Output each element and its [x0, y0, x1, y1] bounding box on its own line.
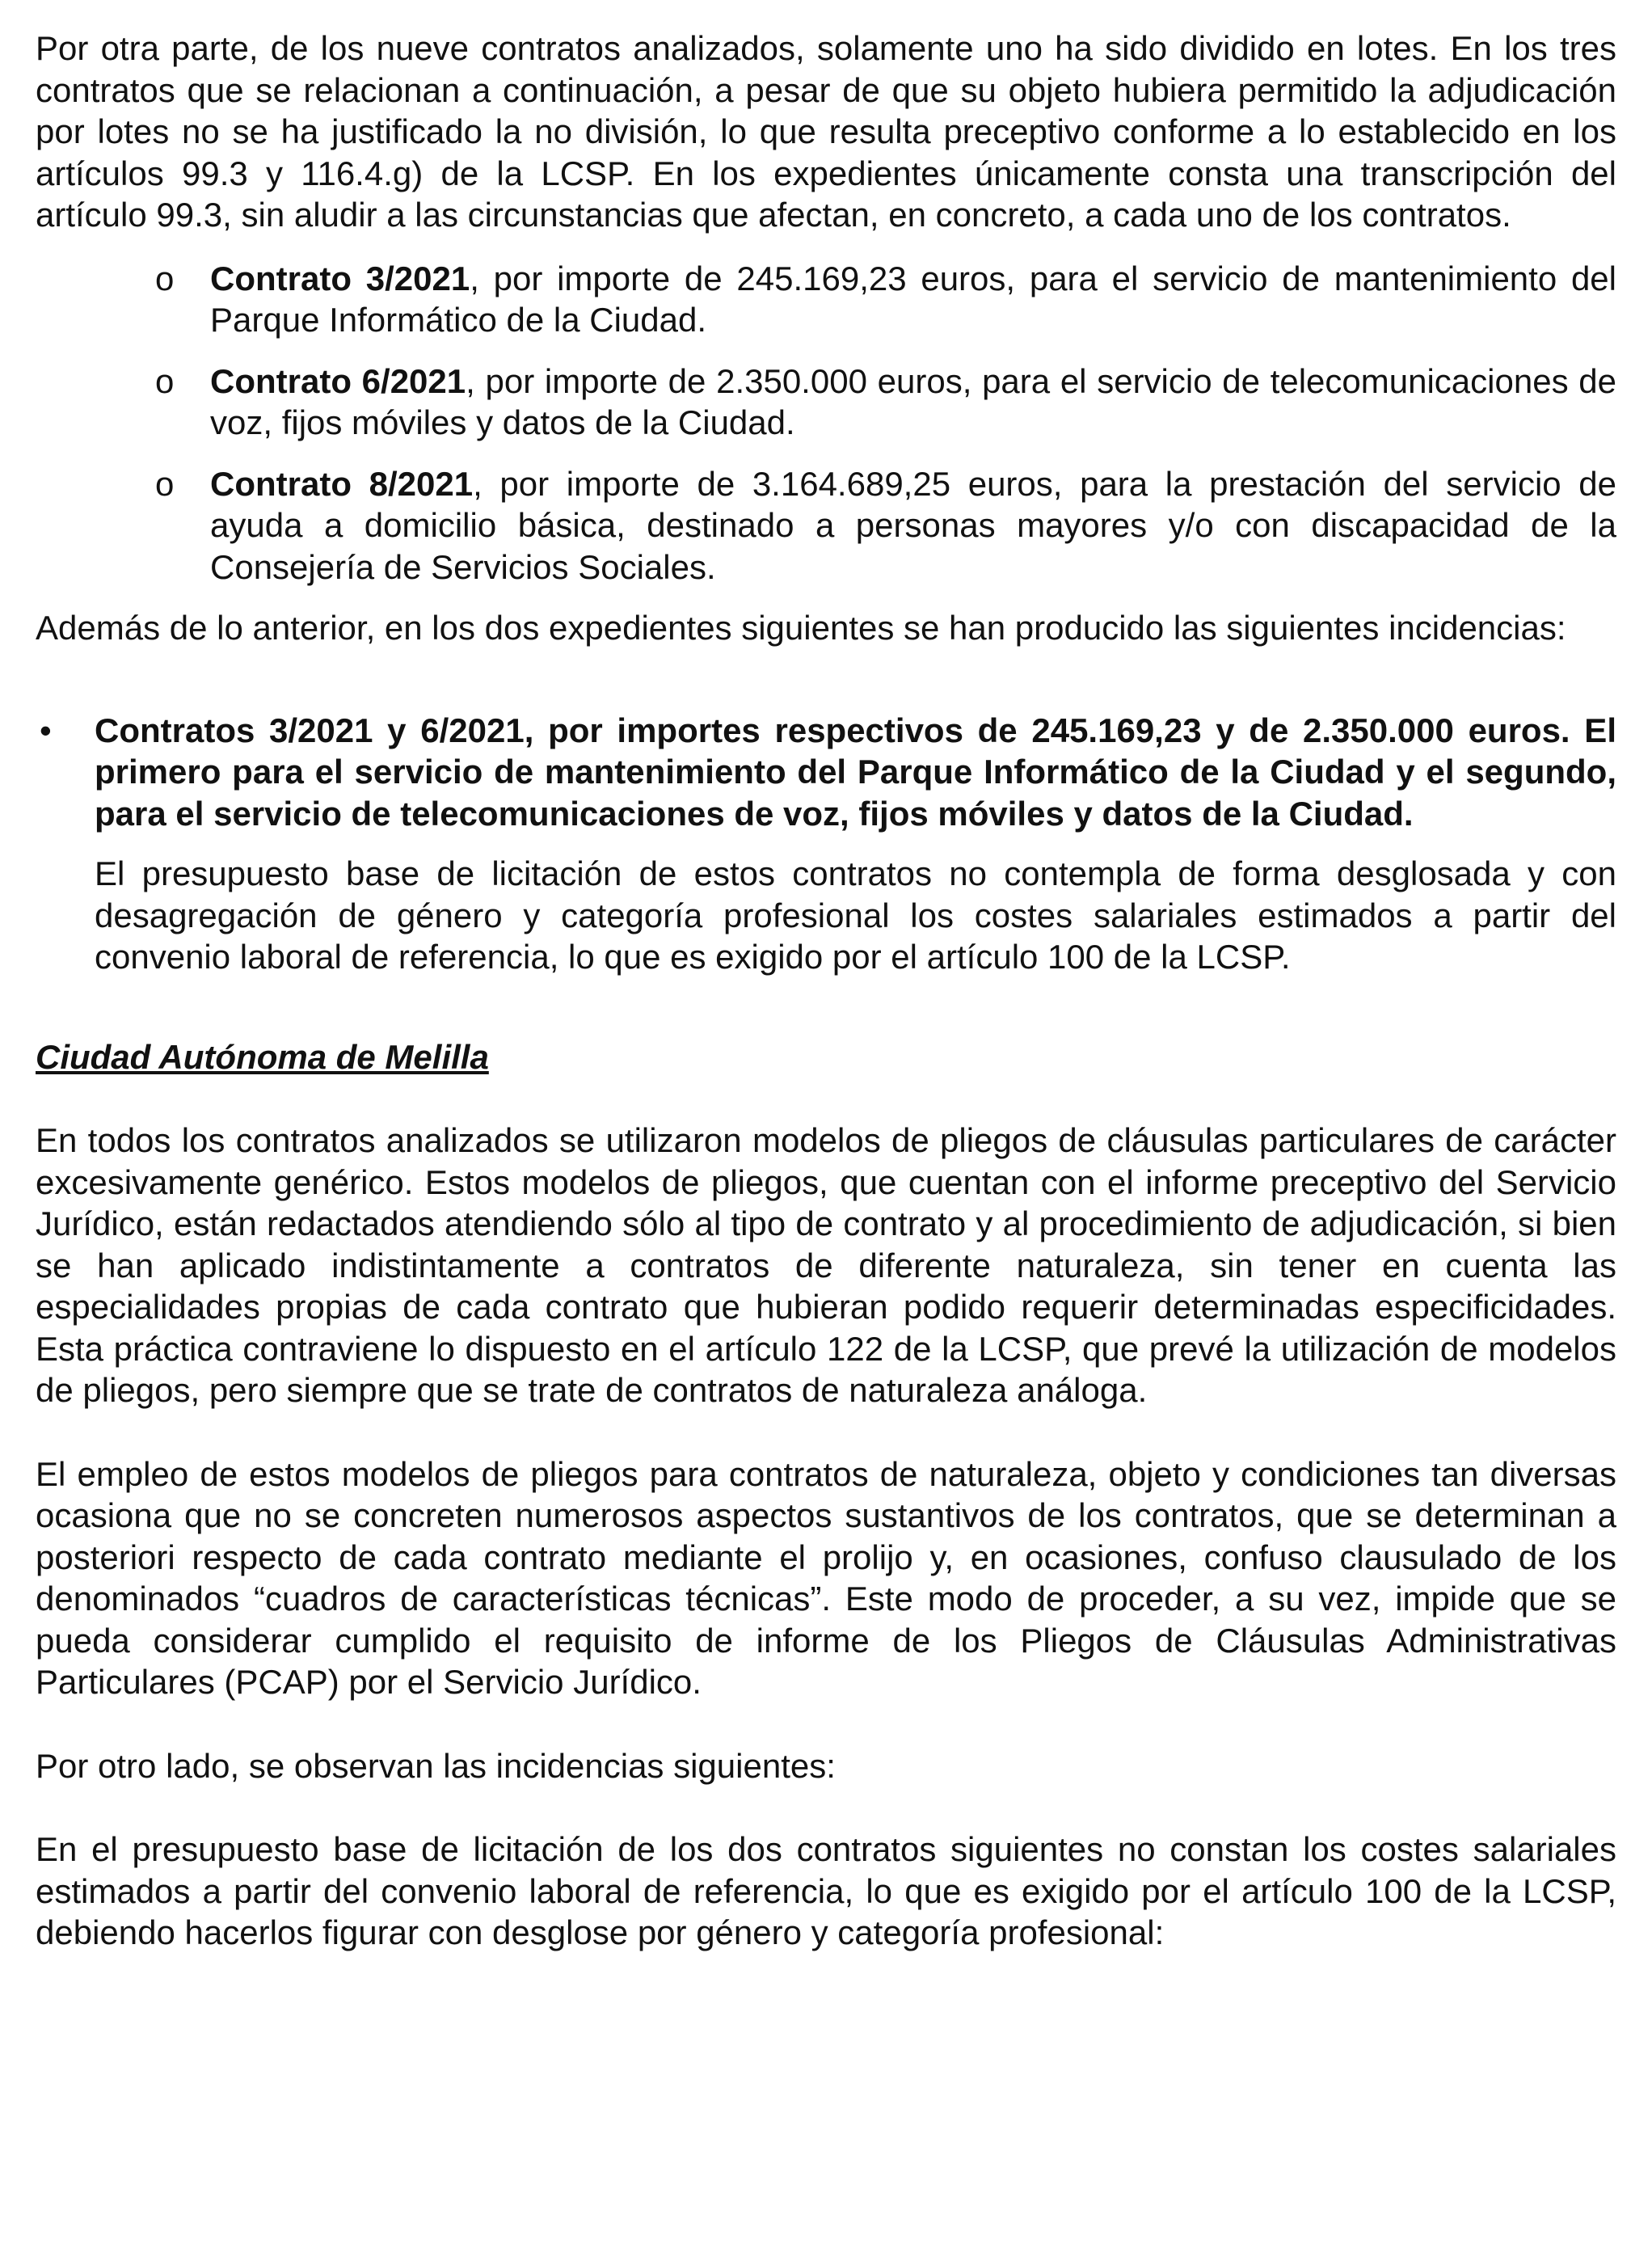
paragraph-models-consequences: El empleo de estos modelos de pliegos para contratos de naturaleza, objeto y condiciones tan diversas ocasiona que no se concreten numerosos aspectos sustantivos de los contratos, que se determinan a posteriori respecto de cada contrato mediante el prolijo y, en ocasiones, confuso clausulado de los denominados “cuadros de características técnicas”. Este modo de proceder, a su vez, impide que se pueda considerar cumplido el requisito de informe de los Pliegos de Cláusulas Administrativas Particulares (PCAP) por el Servicio Jurídico.	[36, 1454, 1616, 1701]
bullet-marker: •	[40, 711, 52, 749]
contract-title: Contrato 8/2021	[210, 464, 474, 503]
contract-description: , por importe de 3.164.689,25 euros, para la prestación del servicio de ayuda a domicilio básica, destinado a personas mayores y/o con discapacidad de la Consejería de Servicios Sociales.	[210, 464, 1616, 586]
list-marker: o	[155, 259, 175, 297]
paragraph-incidences-intro: Además de lo anterior, en los dos expedientes siguientes se han producido las siguientes incidencias:	[36, 609, 1566, 647]
contract-description: , por importe de 2.350.000 euros, para el servicio de telecomunicaciones de voz, fijos móviles y datos de la Ciudad.	[210, 361, 1616, 441]
list-item-contract-8-2021	[36, 463, 1616, 588]
contract-title: Contrato 6/2021	[210, 361, 466, 400]
list-item-contract-6-2021	[36, 361, 1616, 444]
list-marker: o	[155, 361, 175, 400]
contract-description: , por importe de 245.169,23 euros, para el servicio de mantenimiento del Parque Informático de la Ciudad.	[210, 259, 1616, 339]
paragraph-generic-models: En todos los contratos analizados se utilizaron modelos de pliegos de cláusulas particulares de carácter excesivamente genérico. Estos modelos de pliegos, que cuentan con el informe preceptivo del Servicio Jurídico, están redactados atendiendo sólo al tipo de contrato y al procedimiento de adjudicación, si bien se han aplicado indistintamente a contratos de diferente naturaleza, sin tener en cuenta las especialidades propias de cada contrato que hubieran podido requerir determinadas especificidades. Esta práctica contraviene lo dispuesto en el artículo 122 de la LCSP, que prevé la utilización de modelos de pliegos, pero siempre que se trate de contratos de naturaleza análoga.	[36, 1121, 1616, 1409]
contract-title: Contrato 3/2021	[210, 259, 470, 297]
paragraph-lots: Por otra parte, de los nueve contratos analizados, solamente uno ha sido dividido en lotes. En los tres contratos que se relacionan a continuación, a pesar de que su objeto hubiera permitido la adjudicación por lotes no se ha justificado la no división, lo que resulta preceptivo conforme a lo establecido en los artículos 99.3 y 116.4.g) de la LCSP. En los expedientes únicamente consta una transcripción del artículo 99.3, sin aludir a las circunstancias que afectan, en concreto, a cada uno de los contratos.	[36, 29, 1616, 234]
incidence-title-text: Contratos 3/2021 y 6/2021, por importes respectivos de 245.169,23 y de 2.350.000 euros. El primero para el servicio de mantenimiento del Parque Informático de la Ciudad y el segundo, para el servicio de telecomunicaciones de voz, fijos móviles y datos de la Ciudad.	[95, 711, 1616, 833]
incidence-title	[95, 710, 1616, 835]
document-page	[36, 27, 1616, 1954]
section-heading: Ciudad Autónoma de Melilla	[36, 1037, 489, 1076]
paragraph-other-incidences: Por otro lado, se observan las incidencias siguientes:	[36, 1746, 836, 1785]
paragraph-salary-costs: En el presupuesto base de licitación de los dos contratos siguientes no constan los costes salariales estimados a partir del convenio laboral de referencia, lo que es exigido por el artículo 100 de la LCSP, debiendo hacerlos figurar con desglose por género y categoría profesional:	[36, 1830, 1616, 1951]
contract-list	[36, 258, 1616, 588]
list-item-contract-3-2021	[36, 258, 1616, 341]
incidence-bullet	[36, 710, 1616, 978]
incidence-body: El presupuesto base de licitación de estos contratos no contempla de forma desglosada y con desagregación de género y categoría profesional los costes salariales estimados a partir del convenio laboral de referencia, lo que es exigido por el artículo 100 de la LCSP.	[95, 854, 1616, 976]
list-marker: o	[155, 464, 175, 503]
